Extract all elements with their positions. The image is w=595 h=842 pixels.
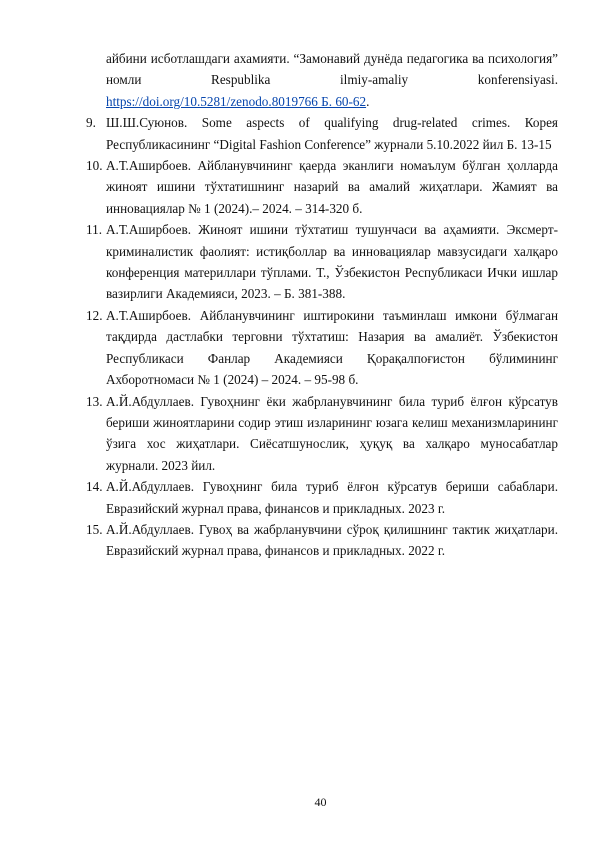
reference-number: 13. <box>86 393 103 409</box>
reference-text: А.Й.Абдуллаев. Гувоҳнинг била туриб ёлғон кўрсатув бериши сабаблари. Евразийский журнал права, финансов и прикладных. 2023 г. <box>106 479 558 516</box>
doi-link[interactable]: https://doi.org/10.5281/zenodo.8019766 Б. 60-62 <box>106 93 367 109</box>
reference-item <box>86 305 558 391</box>
reference-item <box>86 519 558 562</box>
reference-number: 15. <box>86 521 103 537</box>
reference-list <box>86 48 558 562</box>
reference-number: 10. <box>86 158 103 174</box>
reference-text: А.Т.Аширбоев. Айбланувчининг қаерда эканлиги номаълум бўлган ҳолларда жиноят ишини тўхтатишнинг назарий ва амалий жиҳатлари. Жамият ва инновациялар № 1 (2024).– 2024. – 314-320 б. <box>106 158 558 216</box>
reference-item <box>86 48 558 112</box>
reference-text: А.Й.Абдуллаев. Гувоҳ ва жабрланувчини сўроқ қилишнинг тактик жиҳатлари. Евразийский журнал права, финансов и прикладных. 2022 г. <box>106 521 558 559</box>
reference-number: 11. <box>86 222 102 238</box>
reference-item <box>86 219 558 305</box>
reference-number: 9. <box>86 115 96 131</box>
reference-text <box>106 48 558 112</box>
reference-tail: . <box>366 93 370 109</box>
reference-number: 14. <box>86 479 103 495</box>
reference-item <box>86 155 558 219</box>
reference-text: Ш.Ш.Суюнов. Some aspects of qualifying drug-related crimes. Корея Республикасининг “Digital Fashion Conference” журнали 5.10.2022 йил Б. 13-15 <box>106 115 558 152</box>
reference-body: айбини исботлашдаги ахамияти. “Замонавий дунёда педагогика ва психология” номли Respublika ilmiy-amaliy konferensiyasi. <box>106 51 558 88</box>
reference-item <box>86 476 558 519</box>
reference-text: А.Т.Аширбоев. Айбланувчининг иштирокини таъминлаш имкони бўлмаган тақдирда дастлабки терговни тўхтатиш: Назария ва амалиёт. Ўзбекистон Республикаси Фанлар Академияси Қорақалпоғистон бўлимининг Ахборотномаси № 1 (2024) – 2024. – 95-98 б. <box>106 307 558 388</box>
reference-text: А.Т.Аширбоев. Жиноят ишини тўхтатиш тушунчаси ва аҳамияти. Эксмерт-криминалистик фаолият: истиқболлар ва инновациялар мавзусидаги халқаро конференция материллари тўплами. Т., Ўзбекистон Республикаси Ички ишлар вазирлиги Академияси, 2023. – Б. 381-388. <box>106 222 558 302</box>
reference-item <box>86 112 558 155</box>
reference-item <box>86 391 558 477</box>
page-number: 40 <box>314 795 327 809</box>
reference-number: 12. <box>86 307 103 323</box>
reference-text: А.Й.Абдуллаев. Гувоҳнинг ёки жабрланувчининг била туриб ёлғон кўрсатув бериши жиноятларини содир этиш изларининг юзага келиш механизмларининг ўзига хос жиҳатлари. Сиёсатшунослик, ҳуқуқ ва халқаро муносабатлар журнали. 2023 йил. <box>106 393 558 473</box>
